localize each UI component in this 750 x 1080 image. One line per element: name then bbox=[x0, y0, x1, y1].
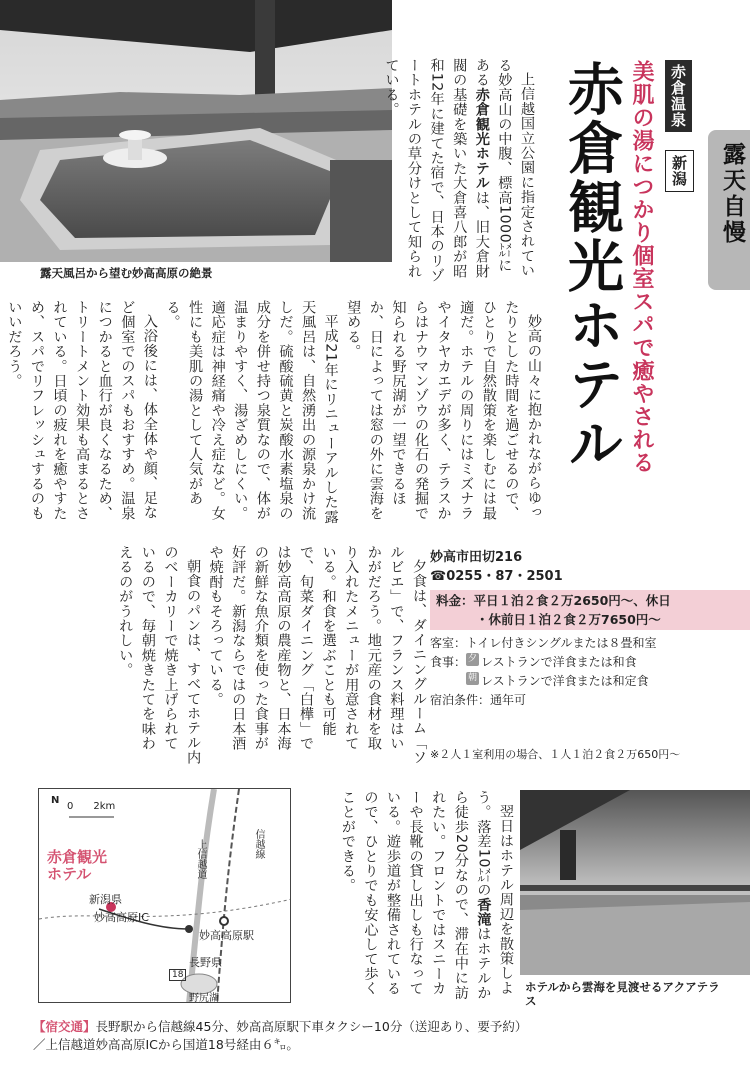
price-box bbox=[430, 590, 750, 630]
map-north: N bbox=[51, 795, 60, 806]
body-p2: 妙高の山々に抱かれながらゆったりとした時間を過ごせるので、ひとりで自然散策を楽しむには最適だ。ホテルの周りにはミズナラやイタヤカエデが多く、テラスからはナウマンゾウの化石の発掘で知られる野尻湖が一望できるほか、日によっては窓の外に雲海を望める。 bbox=[345, 300, 542, 521]
body-p1: 上信越国立公園に指定されている妙高山の中腹、標高1000㍍にある bbox=[473, 58, 535, 278]
body-final bbox=[292, 790, 517, 1005]
tel: ☎0255・87・2501 bbox=[430, 569, 563, 584]
bottom-photo-caption: ホテルから雲海を見渡せるアクアテラス bbox=[525, 980, 720, 1008]
dinner-badge: 夕 bbox=[468, 654, 478, 664]
body-p4: 入浴後には、体全体や顔、足など個室でのスパもおすすめ。温泉につかると血行が良くなるため、トリートメント効果も高まるとされている。日頃の疲れを癒やすため、スパでリフレッシュするのもいいだろう。 bbox=[6, 300, 158, 521]
waterfall-name: 香滝 bbox=[475, 897, 492, 927]
price-note: ※２人１室利用の場合、１人１泊２食２万650円～ bbox=[430, 748, 681, 761]
price-label: 料金： bbox=[436, 593, 474, 608]
pref-tag: 新潟 bbox=[665, 150, 694, 192]
body-p1b: は、旧大倉財閥の基礎を築いた大倉喜八郎が昭和12年に建てた宿で、日本のリゾートホテルの草分けとして知られている。 bbox=[383, 58, 490, 283]
map-scale: 0 2km bbox=[67, 801, 116, 812]
body-p5: 夕食は、ダイニングルーム「ソルビエ」で、フランス料理はいかがだろう。地元産の食材を取り入れたメニューが用意されている。和食を選ぶことも可能で、旬菜ダイニング「白樺」では妙高高原の農産物と、日本海の新鮮な魚介類を使った食事が好評だ。新潟ならではの日本酒や焼酎もそろっている。 bbox=[207, 545, 427, 765]
breakfast-badge: 朝 bbox=[467, 673, 477, 683]
map-label-route18: 18 bbox=[169, 969, 186, 981]
rotenburo-photo bbox=[0, 0, 392, 262]
address: 妙高市田切216 bbox=[430, 550, 523, 565]
info-row-meal: 食事： 夕 レストランで洋食または和食 bbox=[430, 654, 637, 669]
hotel-name: 赤倉観光ホテル bbox=[473, 87, 490, 191]
map-label-line: 信越線 bbox=[253, 829, 264, 859]
body-p6: 朝食のパンは、すべてホテル内のベーカリーで焼き上げられているので、毎朝焼きたてを味わえるのがうれしい。 bbox=[117, 545, 202, 765]
top-photo-caption: 露天風呂から望む妙高高原の絶景 bbox=[40, 266, 213, 280]
page-title: 赤倉観光ホテル bbox=[559, 60, 625, 473]
price-line1: 平日１泊２食２万2650円～、休日 bbox=[473, 593, 671, 608]
map-label-station: 妙高高原駅 bbox=[199, 929, 254, 942]
map-label-nagano: 長野県 bbox=[189, 956, 222, 969]
category-label: 露天自慢 bbox=[708, 130, 750, 290]
body-p7b: はホテルから徒歩20分なので、滞在中に訪れたい。フロントではスニーカーや長靴の貸し出しも行なっている。遊歩道が整備されているので、ひとりでも安心して歩くことができる。 bbox=[339, 790, 492, 1001]
body-upper bbox=[383, 58, 538, 283]
body-p3: 平成21年にリニューアルした露天風呂は、自然湧出の源泉かけ流しだ。硫酸硫黄と炭酸水素塩泉の成分を併せ持つ泉質なので、体が温まりやすく、湯ざめしにくい。適応症は神経痛や冷え症など。女性にも美肌の湯として人気がある。 bbox=[164, 300, 339, 525]
access-line1: 長野駅から信越線45分、妙高高原駅下車タクシー10分（送迎あり、要予約） bbox=[95, 1019, 528, 1034]
body-middle bbox=[6, 300, 545, 530]
access-label: 【宿交通】 bbox=[33, 1019, 96, 1034]
map-hotel-label: 赤倉観光 ホテル bbox=[47, 848, 108, 883]
map-label-expressway: 上信越道 bbox=[195, 839, 206, 879]
map-label-ic: 妙高高原IC bbox=[94, 911, 149, 924]
info-row-room: 客室： トイレ付きシングルまたは８畳和室 bbox=[430, 636, 657, 650]
catch-copy: 美肌の湯につかり個室スパで癒やされる bbox=[629, 60, 654, 474]
body-p7a: 翌日はホテル周辺を散策しよう。落差10㍍の bbox=[475, 790, 514, 996]
access-line2: ／上信越道妙高高原ICから国道18号経由６㌔。 bbox=[33, 1037, 299, 1052]
aqua-terrace-photo bbox=[520, 790, 750, 975]
info-row-condition: 宿泊条件： 通年可 bbox=[430, 693, 527, 707]
map-label-nojiriko: 野尻湖 bbox=[189, 993, 219, 1003]
area-tag: 赤倉温泉 bbox=[665, 60, 692, 132]
body-lower bbox=[50, 545, 430, 765]
price-line2: ・休前日１泊２食２万7650円～ bbox=[476, 612, 661, 627]
map-label-niigata: 新潟県 bbox=[89, 893, 122, 906]
info-row-breakfast: 朝 レストランで洋食または和定食 bbox=[467, 673, 649, 688]
info-block bbox=[430, 548, 750, 768]
access-footer bbox=[33, 1018, 723, 1054]
access-map bbox=[38, 788, 291, 1003]
